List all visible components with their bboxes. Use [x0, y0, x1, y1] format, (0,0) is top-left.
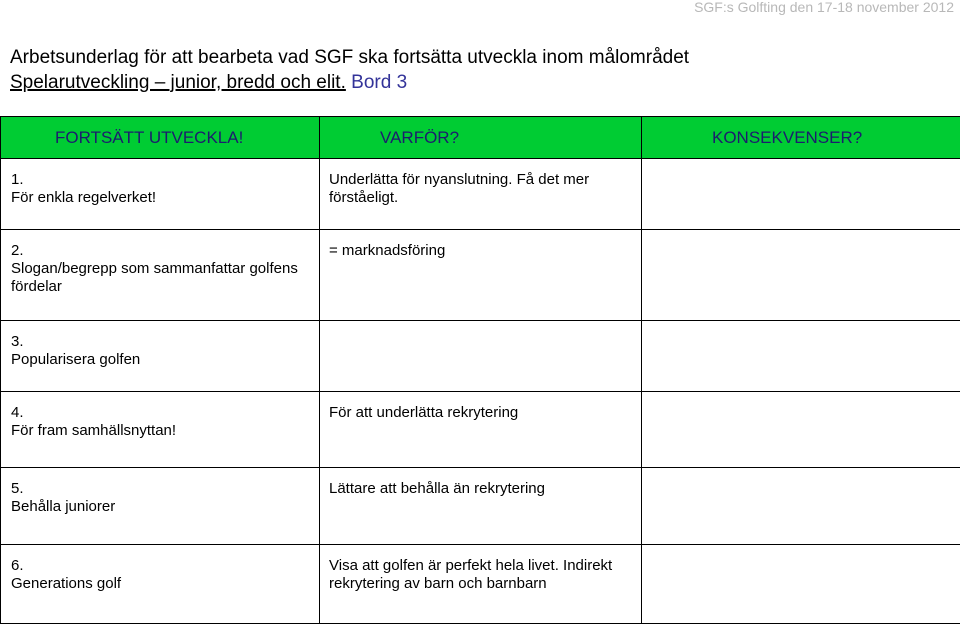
consequence-cell [642, 392, 960, 468]
consequence-cell [642, 468, 960, 545]
why-cell [320, 159, 642, 230]
header-continue-develop: FORTSÄTT UTVECKLA! [1, 117, 320, 159]
item-number: 6. [11, 557, 24, 574]
consequence-cell [642, 321, 960, 392]
header-consequences: KONSEKVENSER? [642, 117, 960, 159]
why-cell [320, 545, 642, 624]
consequence-cell [642, 230, 960, 321]
table-row [1, 321, 960, 392]
title-table-number: Bord 3 [351, 72, 408, 93]
item-cell [1, 159, 320, 230]
item-text: Popularisera golfen [11, 351, 141, 368]
item-text: Behålla juniorer [11, 498, 116, 515]
table-row [1, 545, 960, 624]
table-row [1, 159, 960, 230]
item-cell [1, 392, 320, 468]
item-text: För enkla regelverket! [11, 189, 157, 206]
why-cell [320, 468, 642, 545]
consequence-cell [642, 159, 960, 230]
why-text: Lättare att behålla än rekrytering [329, 480, 545, 497]
title-line-2 [10, 70, 689, 95]
item-text: Slogan/begrepp som sammanfattar golfens fördelar [11, 260, 298, 295]
item-cell [1, 545, 320, 624]
item-cell [1, 468, 320, 545]
table-row [1, 392, 960, 468]
table-header-row [1, 117, 960, 159]
header-why: VARFÖR? [320, 117, 642, 159]
item-number: 3. [11, 333, 24, 350]
table-row [1, 468, 960, 545]
why-cell [320, 321, 642, 392]
item-text: Generations golf [11, 575, 122, 592]
table-row [1, 230, 960, 321]
why-cell [320, 392, 642, 468]
item-number: 4. [11, 404, 24, 421]
why-text: Visa att golfen är perfekt hela livet. Indirekt rekrytering av barn och barnbarn [329, 557, 613, 592]
item-number: 1. [11, 171, 24, 188]
item-cell [1, 321, 320, 392]
why-text: För att underlätta rekrytering [329, 404, 519, 421]
item-number: 2. [11, 242, 24, 259]
why-text: = marknadsföring [329, 242, 446, 259]
header-note: SGF:s Golfting den 17-18 november 2012 [694, 0, 954, 15]
title-focus-area: Spelarutveckling – junior, bredd och elit. [10, 72, 346, 93]
title-line-1: Arbetsunderlag för att bearbeta vad SGF ska fortsätta utveckla inom målområdet [10, 47, 690, 68]
item-number: 5. [11, 480, 24, 497]
why-text [320, 321, 641, 333]
item-cell [1, 230, 320, 321]
why-cell [320, 230, 642, 321]
consequence-cell [642, 545, 960, 624]
worksheet-table [0, 116, 960, 624]
why-text: Underlätta för nyanslutning. Få det mer förståeligt. [329, 171, 590, 206]
document-title [10, 45, 689, 95]
item-text: För fram samhällsnyttan! [11, 422, 177, 439]
